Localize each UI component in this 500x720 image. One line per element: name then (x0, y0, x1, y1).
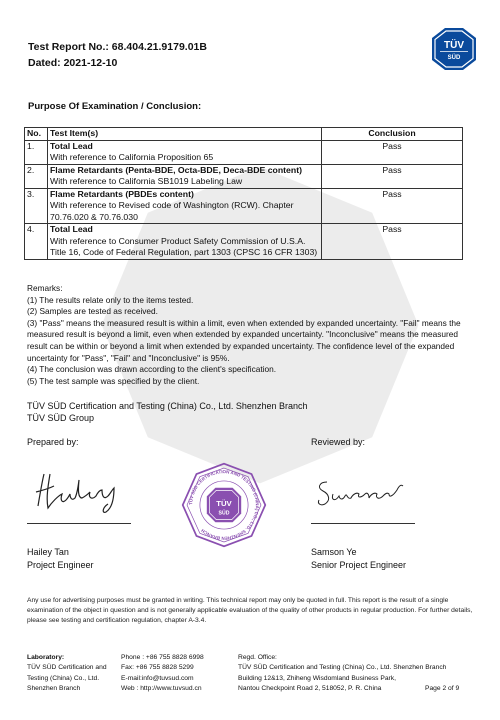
row-conclusion: Pass (322, 140, 463, 164)
company-stamp-icon (181, 462, 267, 548)
preparer-name: Hailey Tan (27, 547, 69, 557)
header-test-items: Test Item(s) (48, 128, 322, 141)
stamp-center-bottom: SÜD (218, 510, 230, 517)
prepared-by-label: Prepared by: (27, 437, 79, 447)
row-item (48, 164, 322, 188)
tuv-sud-logo-icon (431, 27, 477, 71)
footer-laboratory (27, 653, 117, 694)
report-number: Test Report No.: 68.404.21.9179.01B (28, 41, 207, 53)
table-row (25, 140, 463, 164)
row-no: 1. (25, 140, 48, 164)
reviewer-title: Senior Project Engineer (311, 559, 407, 570)
remarks-title: Remarks: (27, 283, 63, 293)
row-no: 2. (25, 164, 48, 188)
table-row (25, 188, 463, 224)
page-number: Page 2 of 9 (425, 685, 460, 692)
row-item-title: Total Lead (50, 140, 93, 151)
row-item-title: Total Lead (50, 224, 93, 234)
row-item-detail: With reference to Consumer Product Safety Commission of U.S.A. Title 16, Code of Federal Regulation, part 1303 (CPSC 16 CFR 1303) (50, 235, 318, 257)
table-row (25, 224, 463, 260)
footer-office-line: Building 12&13, Zhiheng Wisdomland Business Park, (238, 674, 396, 682)
row-item-title: Flame Retardants (PBDEs content) (50, 188, 194, 199)
reviewer-signature-line (311, 523, 415, 524)
disclaimer-text: Any use for advertising purposes must be granted in writing. This technical report may only be quoted in full. This report is the result of a single examination of the object in question and is not generally applicable evaluation of the quality of other products in regular production. For further details, please see testing and certification regulation, chapter A-3.4. (27, 597, 473, 624)
footer-email: E-mail:info@tuvsud.com (121, 674, 194, 682)
footer-lab-line: TÜV SÜD Certification and (27, 664, 107, 672)
remark-line: (1) The results relate only to the items tested. (27, 294, 194, 305)
logo-text-top: TÜV (444, 40, 464, 51)
footer-lab-label: Laboratory: (27, 654, 65, 661)
table-header-row (25, 128, 463, 141)
row-item (48, 140, 322, 164)
logo-text-bottom: SÜD (447, 55, 461, 61)
footer-lab-line: Shenzhen Branch (27, 684, 81, 692)
stamp-ring-text: TÜV SÜD CERTIFICATION AND TESTING (CHINA) CO., LTD. SHENZHEN BRANCH (188, 469, 260, 541)
row-conclusion: Pass (322, 164, 463, 188)
remark-line: (4) The conclusion was drawn according to the client's specification. (27, 364, 277, 375)
footer-web: Web : http://www.tuvsud.cn (121, 684, 202, 692)
footer-phone: Phone : +86 755 8828 6998 (121, 654, 204, 661)
row-conclusion: Pass (322, 224, 463, 260)
footer-contact (121, 653, 236, 694)
row-item-detail: With reference to California Proposition 65 (50, 152, 214, 162)
preparer-signature-line (27, 523, 131, 524)
row-no: 4. (25, 224, 48, 260)
row-no: 3. (25, 188, 48, 224)
row-item-detail: With reference to Revised code of Washington (RCW). Chapter 70.76.020 & 70.76.030 (50, 200, 294, 222)
preparer-block (27, 546, 94, 571)
preparer-signature (32, 468, 127, 516)
table-row (25, 164, 463, 188)
header-no: No. (25, 128, 48, 141)
footer-office-label: Regd. Office: (238, 654, 277, 661)
footer-fax: Fax: +86 755 8828 5299 (121, 664, 194, 672)
row-conclusion: Pass (322, 188, 463, 224)
reviewer-block (311, 546, 406, 571)
footer-lab-line: Testing (China) Co., Ltd. (27, 674, 100, 682)
reviewed-by-label: Reviewed by: (311, 437, 366, 447)
company-name: TÜV SÜD Certification and Testing (China) Co., Ltd. Shenzhen Branch (27, 401, 308, 411)
reviewer-signature (313, 472, 408, 512)
company-block (27, 400, 307, 424)
footer-office-line: TÜV SÜD Certification and Testing (China) Co., Ltd. Shenzhen Branch (238, 664, 447, 672)
purpose-title: Purpose Of Examination / Conclusion: (28, 101, 202, 112)
row-item-detail: With reference to California SB1019 Labeling Law (50, 176, 243, 186)
remarks-section (27, 283, 467, 387)
stamp-center-top: TÜV (216, 498, 232, 508)
row-item (48, 224, 322, 260)
row-item-title: Flame Retardants (Penta-BDE, Octa-BDE, Deca-BDE content) (50, 164, 302, 175)
preparer-title: Project Engineer (27, 559, 94, 570)
header-conclusion: Conclusion (322, 128, 463, 141)
row-item (48, 188, 322, 224)
remark-line: (5) The test sample was specified by the client. (27, 375, 200, 386)
company-group: TÜV SÜD Group (27, 413, 95, 423)
remark-line: (3) "Pass" means the measured result is within a limit, even when extended by expanded uncertainty. "Fail" means the measured result is beyond a limit, even when extended by expanded uncertainty. "Inconclusive" means the measured result can be within or beyond a limit when extended by expanded uncertainty. The confidence level of the expanded uncertainty for "Pass", "Fail" and "Inconclusive" is 95%. (27, 317, 461, 363)
footer-office-line: Nantou Checkpoint Road 2, 518052, P. R. China (238, 684, 382, 692)
reviewer-name: Samson Ye (311, 547, 357, 557)
remark-line: (2) Samples are tested as received. (27, 306, 158, 317)
results-table (24, 127, 463, 260)
report-date: Dated: 2021-12-10 (28, 57, 118, 69)
